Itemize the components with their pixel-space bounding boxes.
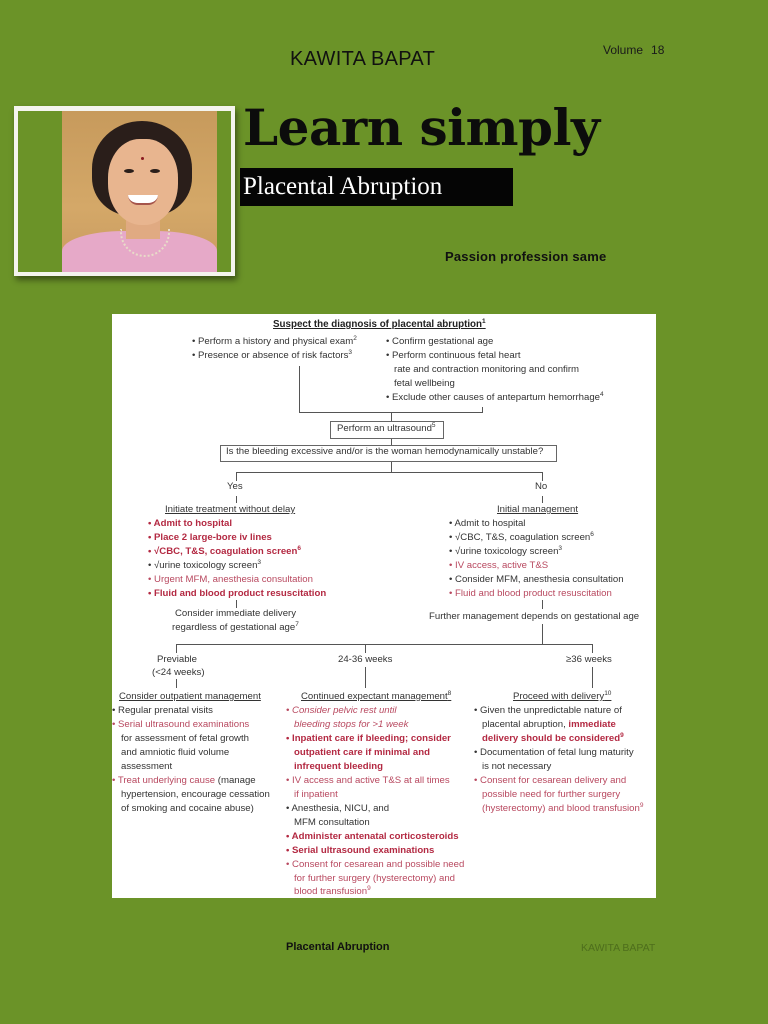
mid-text-8: Anesthesia, NICU, and [291,803,390,814]
no-item-4-text: IV access, active T&S [455,560,549,571]
mid-line-7: if inpatient [294,789,338,800]
flowchart-heading-text: Suspect the diagnosis of placental abruption [273,319,483,330]
mid-line-14 [294,885,371,899]
previable-label: Previable [157,654,197,665]
photo-bindi [141,157,144,160]
previable-text-7: (manage [215,775,256,786]
footer-author: KAWITA BAPAT [581,942,656,954]
no-branch-heading: Initial management [497,504,579,515]
term-text-7: Consent for cesarean delivery and [480,775,627,786]
term-line-2 [482,718,616,732]
mid-line-12: • Consent for cesarean and possible need [286,859,465,870]
yes-item-3: • √CBC, T&S, coagulation screen$^6$ [148,545,301,557]
no-item-5-text: Consider MFM, anesthesia consultation [455,574,624,585]
assess-item-2: • Presence or absence of risk factors$^3$ [192,349,353,361]
mid-line-2: bleeding stops for >1 week [294,719,409,730]
no-outcome: Further management depends on gestational age [429,611,640,622]
author-name: KAWITA BAPAT [290,48,436,70]
volume-number: 18 [651,43,665,57]
yes-item-4: • √urine toxicology screen$^3$ [148,559,262,571]
term-line-1: • Given the unpredictable nature of [474,705,622,716]
term-text-2: placental abruption, [482,719,569,730]
term-text-4: delivery should be considered [482,733,621,744]
ref-5: 5 [431,422,436,429]
assess-text-4: Perform continuous fetal heart [392,350,521,361]
mid-text-3: Inpatient care if bleeding; consider [292,733,451,744]
term-line-4: • Documentation of fetal lung maturity [474,747,634,758]
volume-label [603,43,664,57]
no-item-5: • Consider MFM, anesthesia consultation [449,574,624,585]
assess-text-3: Confirm gestational age [392,336,494,347]
ref-3: 3 [348,349,353,356]
yes-item-1-text: Admit to hospital [153,518,233,529]
ultrasound-step [337,422,436,436]
term-text-1: Given the unpredictable nature of [480,705,622,716]
mid-line-11: • Serial ultrasound examinations [286,845,435,856]
footer-title: Placental Abruption [286,941,390,953]
mid-label: 24-36 weeks [338,654,393,665]
yes-item-2: • Place 2 large-bore iv lines [148,532,272,543]
no-item-2: • √CBC, T&S, coagulation screen$^6$ [449,531,594,543]
yes-item-3-text: √CBC, T&S, coagulation screen [154,546,298,557]
term-line-7: possible need for further surgery [482,789,621,800]
ref-4: 4 [600,391,604,398]
ref-9: 9 [367,885,371,892]
ref-3b: 3 [257,559,262,566]
mid-heading-text: Continued expectant management [301,691,448,702]
ref-2: 2 [353,335,357,342]
assess-item-1: • Perform a history and physical exam$^2$ [192,335,357,347]
previable-line-8: of smoking and cocaine abuse) [121,803,254,814]
page-subtitle: Placental Abruption [243,173,443,200]
no-item-1-text: Admit to hospital [454,518,526,529]
ref-6: 6 [297,545,301,552]
term-text-5: Documentation of fetal lung maturity [480,747,634,758]
yes-outcome-line-2 [172,621,299,635]
ultrasound-text: Perform an ultrasound [337,423,432,434]
yes-item-5-text: Urgent MFM, anesthesia consultation [154,574,313,585]
ref-9c: 9 [639,802,644,809]
author-photo [62,111,217,272]
author-photo-frame [14,106,235,276]
previable-heading: Consider outpatient management [119,691,261,702]
yes-outcome-text: regardless of gestational age [172,622,296,633]
mid-line-1: • Consider pelvic rest until [286,705,397,716]
mid-line-13: for further surgery (hysterectomy) and [294,873,456,884]
mid-text-14: blood transfusion [294,886,368,897]
ref-10: 10 [604,690,612,697]
assess-item-4-cont-1: rate and contraction monitoring and confirm [394,364,580,375]
ref-6b: 6 [590,531,594,538]
flowchart-heading [273,318,486,332]
previable-line-3: for assessment of fetal growth [121,733,249,744]
mid-line-5: infrequent bleeding [294,761,384,772]
previable-line-6: • Treat underlying cause (manage [112,775,256,786]
no-item-4: • IV access, active T&S [449,560,549,571]
ref-1: 1 [482,318,486,325]
yes-item-6-text: Fluid and blood product resuscitation [154,588,327,599]
term-heading [513,690,611,704]
photo-face [108,139,178,225]
no-item-6: • Fluid and blood product resuscitation [449,588,612,599]
yes-item-4-text: √urine toxicology screen [154,560,258,571]
volume-text: Volume [603,43,644,57]
assess-item-3: • Confirm gestational age [386,336,494,347]
previable-line-2: • Serial ultrasound examinations [112,719,250,730]
ref-9b: 9 [620,732,624,739]
previable-line-4: and amniotic fluid volume [121,747,230,758]
no-item-1: • Admit to hospital [449,518,526,529]
term-line-3 [482,732,624,746]
previable-text-6: Treat underlying cause [117,775,216,786]
photo-eye-left [124,169,134,173]
yes-item-5: • Urgent MFM, anesthesia consultation [148,574,313,585]
assess-text-5: Exclude other causes of antepartum hemorrhage [392,392,601,403]
mid-line-10: • Administer antenatal corticosteroids [286,831,459,842]
mid-line-3: • Inpatient care if bleeding; consider [286,733,451,744]
page-title: Learn simply [243,98,600,157]
yes-branch-heading: Initiate treatment without delay [165,504,296,515]
mid-text-10: Administer antenatal corticosteroids [291,831,459,842]
ref-3c: 3 [558,545,563,552]
decision-question: Is the bleeding excessive and/or is the woman hemodynamically unstable? [226,446,544,457]
previable-line-7: hypertension, encourage cessation [121,789,270,800]
term-heading-text: Proceed with delivery [513,691,605,702]
term-line-8 [482,802,643,816]
previable-text-2: Serial ultrasound examinations [118,719,250,730]
ref-7: 7 [295,621,299,628]
no-item-2-text: √CBC, T&S, coagulation screen [455,532,591,543]
assess-text-1: Perform a history and physical exam [198,336,354,347]
assess-item-4: • Perform continuous fetal heart [386,350,521,361]
assess-text-2: Presence or absence of risk factors [198,350,349,361]
yes-outcome-line-1: Consider immediate delivery [175,608,297,619]
photo-eye-right [150,169,160,173]
yes-label: Yes [227,481,243,492]
yes-item-6: • Fluid and blood product resuscitation [148,588,327,599]
term-label: ≥36 weeks [566,654,612,665]
mid-text-11: Serial ultrasound examinations [292,845,435,856]
assess-item-4-cont-2: fetal wellbeing [394,378,455,389]
tagline: Passion profession same [445,249,607,264]
flowchart-panel [112,314,656,898]
mid-line-4: outpatient care if minimal and [294,747,430,758]
previable-line-5: assessment [121,761,173,772]
mid-line-9: MFM consultation [294,817,370,828]
mid-text-1: Consider pelvic rest until [292,705,397,716]
no-item-3: • √urine toxicology screen$^3$ [449,545,563,557]
previable-sublabel: (<24 weeks) [152,667,205,678]
previable-text-1: Regular prenatal visits [118,705,213,716]
mid-text-6: IV access and active T&S at all times [292,775,450,786]
yes-item-2-text: Place 2 large-bore iv lines [154,532,272,543]
mid-text-12: Consent for cesarean and possible need [292,859,465,870]
assess-item-5: • Exclude other causes of antepartum hemorrhage$^4$ [386,391,604,403]
ref-8: 8 [447,690,452,697]
term-text-3: immediate [568,719,616,730]
no-item-6-text: Fluid and blood product resuscitation [455,588,612,599]
mid-heading [301,690,451,704]
no-label: No [535,481,548,492]
yes-item-1: • Admit to hospital [148,518,233,529]
no-item-3-text: √urine toxicology screen [455,546,559,557]
photo-background [18,111,231,272]
mid-line-6: • IV access and active T&S at all times [286,775,450,786]
term-text-9: (hysterectomy) and blood transfusion [482,803,640,814]
mid-line-8: • Anesthesia, NICU, and [286,803,390,814]
term-line-6: • Consent for cesarean delivery and [474,775,627,786]
previable-line-1: • Regular prenatal visits [112,705,213,716]
term-line-5: is not necessary [482,761,552,772]
